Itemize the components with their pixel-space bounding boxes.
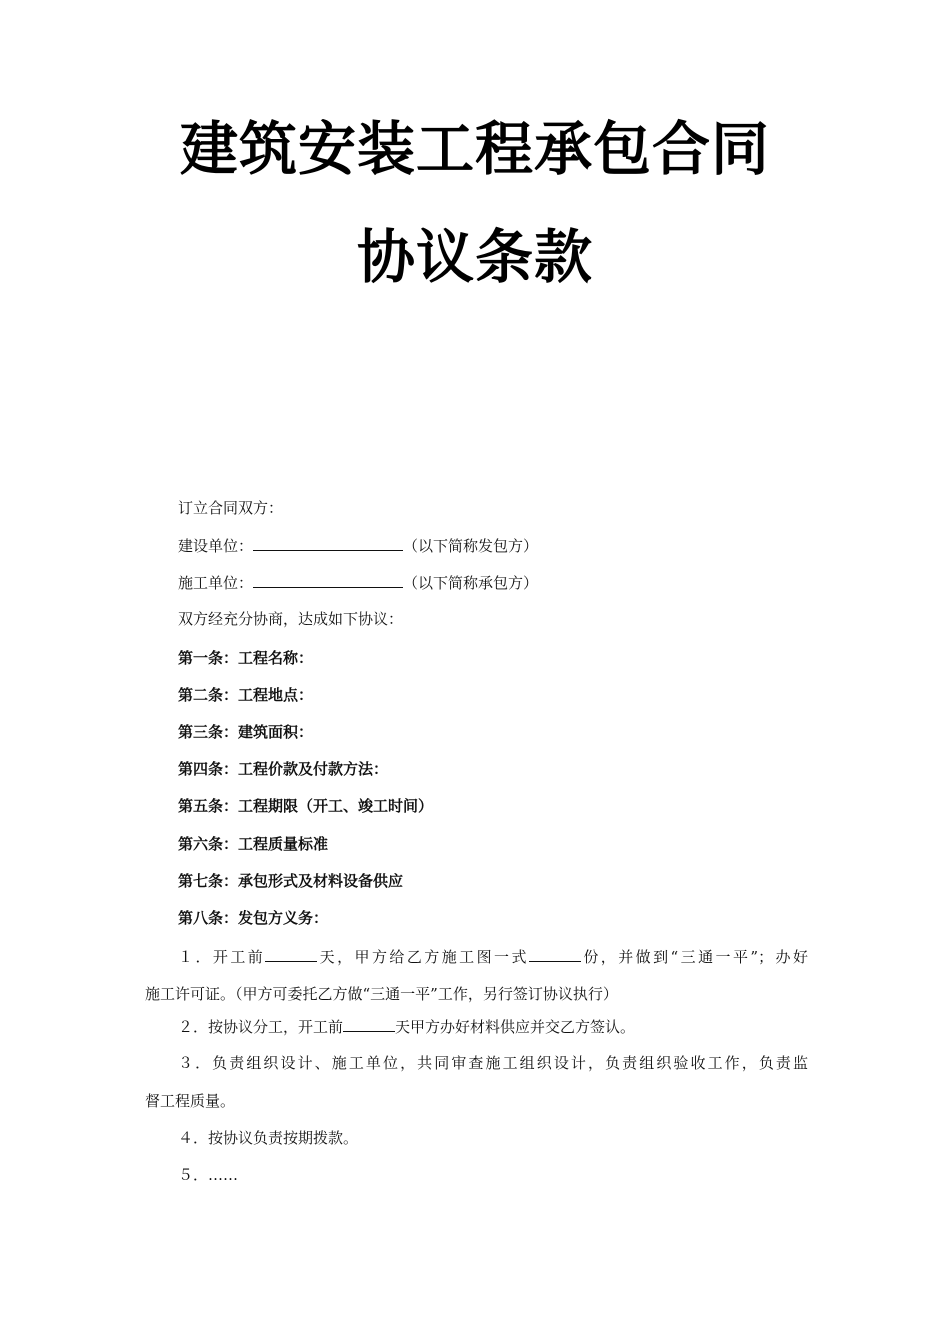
- owner-label: 建设单位：: [178, 537, 254, 555]
- article-1: 第一条：工程名称：: [178, 649, 314, 667]
- article-7: 第七条：承包形式及材料设备供应: [178, 872, 404, 890]
- parties-intro: 订立合同双方：: [178, 499, 284, 517]
- obligation-5: ５．……: [178, 1166, 239, 1184]
- contractor-label: 施工单位：: [178, 574, 254, 592]
- contractor-suffix: （以下简称承包方）: [403, 574, 539, 592]
- contractor-line: [178, 572, 538, 593]
- obligation-3-line-2: 督工程质量。: [145, 1092, 236, 1110]
- obligation-1-blank-copies: [529, 946, 581, 962]
- obligation-4: ４．按协议负责按期拨款。: [178, 1129, 359, 1147]
- article-2: 第二条：工程地点：: [178, 686, 314, 704]
- article-5: 第五条：工程期限（开工、竣工时间）: [178, 797, 434, 815]
- article-3: 第三条：建筑面积：: [178, 723, 314, 741]
- obligation-1-text-a: １．开工前: [178, 948, 266, 966]
- owner-blank: [253, 535, 403, 551]
- obligation-1-line-2: 施工许可证。（甲方可委托乙方做“三通一平”工作，另行签订协议执行）: [145, 985, 618, 1003]
- owner-line: [178, 535, 538, 556]
- document-title: 建筑安装工程承包合同: [179, 115, 770, 183]
- obligation-1-text-b: 天，甲方给乙方施工图一式: [317, 948, 529, 966]
- document-subtitle: 协议条款: [356, 223, 593, 291]
- obligation-2-blank-days: [343, 1016, 395, 1032]
- obligation-1-line-1: [145, 946, 808, 967]
- contractor-blank: [253, 572, 403, 588]
- obligation-3-line-1: ３．负责组织设计、施工单位，共同审查施工组织设计，负责组织验收工作，负责监: [178, 1054, 808, 1072]
- obligation-1-blank-days: [265, 946, 317, 962]
- agreement-line: 双方经充分协商，达成如下协议：: [178, 610, 404, 628]
- obligation-2-text-a: ２．按协议分工，开工前: [178, 1018, 344, 1036]
- obligation-1-text-c: 份，并做到“三通一平”；办好: [580, 948, 808, 966]
- article-6: 第六条：工程质量标准: [178, 835, 329, 853]
- article-8: 第八条：发包方义务：: [178, 909, 329, 927]
- owner-suffix: （以下简称发包方）: [403, 537, 539, 555]
- article-4: 第四条：工程价款及付款方法：: [178, 760, 389, 778]
- obligation-2-text-b: 天甲方办好材料供应并交乙方签认。: [395, 1018, 636, 1036]
- obligation-2: [145, 1016, 808, 1037]
